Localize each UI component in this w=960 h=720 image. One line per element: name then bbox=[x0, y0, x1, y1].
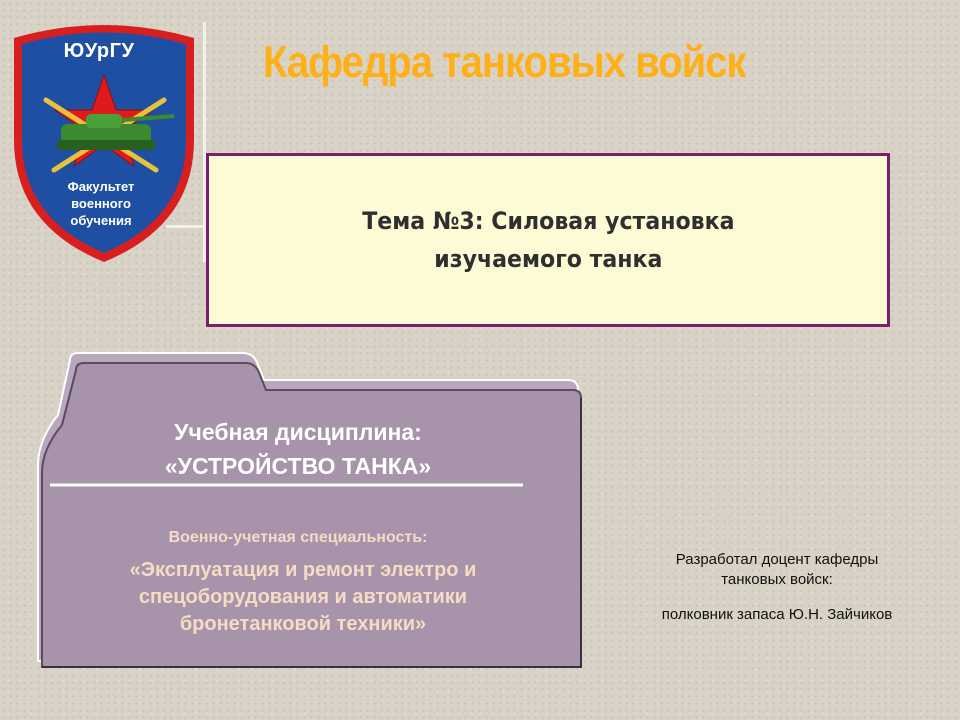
author-position: Разработал доцент кафедры танковых войск: bbox=[675, 551, 879, 588]
specialty-name: «Эксплуатация и ремонт электро и спецоборудования и автоматики бронетанковой техники» bbox=[129, 559, 477, 635]
department-title: Кафедра танковых войск bbox=[263, 38, 746, 88]
discipline-folder bbox=[18, 345, 588, 675]
specialty-label: Военно-учетная специальность: bbox=[168, 529, 428, 546]
topic-title: Тема №3: Силовая установка изучаемого танка bbox=[361, 207, 735, 273]
author-block bbox=[612, 550, 942, 623]
discipline-title: Учебная дисциплина: «УСТРОЙСТВО ТАНКА» bbox=[164, 419, 432, 479]
author-name: полковник запаса Ю.Н. Зайчиков bbox=[661, 606, 893, 623]
emblem-faculty-label: Факультет военного обучения bbox=[67, 179, 135, 228]
university-emblem bbox=[6, 20, 211, 265]
topic-box bbox=[206, 153, 890, 327]
emblem-university-abbr: ЮУрГУ bbox=[63, 40, 135, 62]
